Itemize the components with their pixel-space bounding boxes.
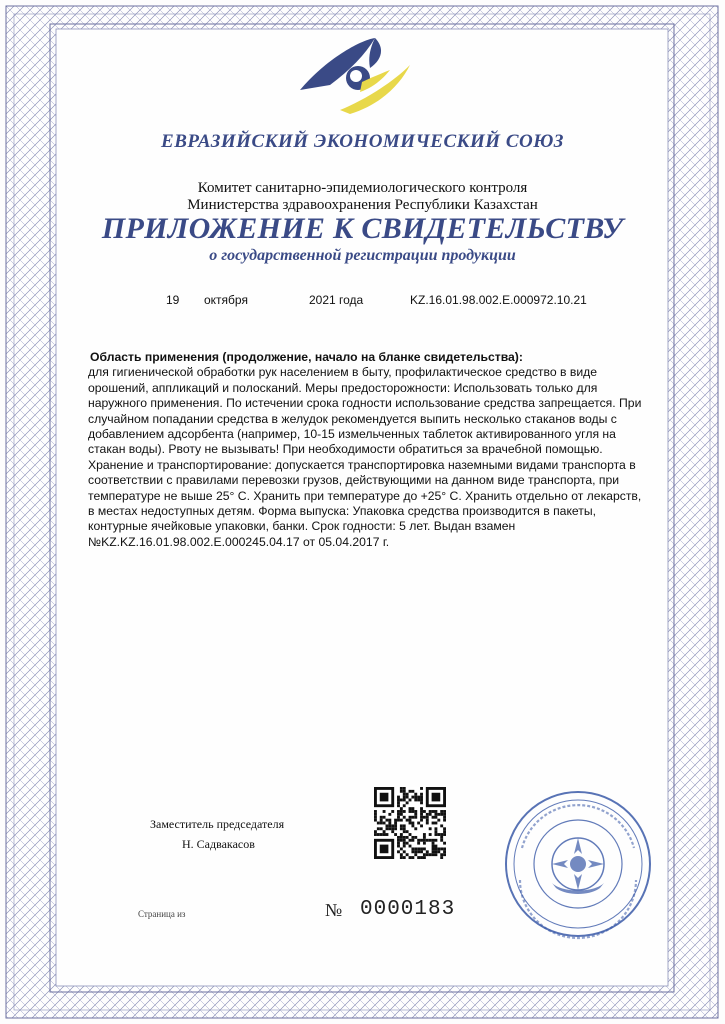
union-name: ЕВРАЗИЙСКИЙ ЭКОНОМИЧЕСКИЙ СОЮЗ	[161, 131, 564, 152]
scope-line: контурные ячейковые упаковки, банки. Срок годности: 5 лет. Выдан взамен	[88, 519, 516, 534]
scope-line: добавлением адсорбента (например, 10-15 измельченных таблеток активированного угля на	[88, 427, 616, 442]
signer-title: Заместитель председателя	[150, 817, 285, 831]
scope-heading: Область применения (продолжение, начало на бланке свидетельства):	[90, 350, 523, 364]
official-stamp	[502, 788, 654, 940]
scope-line: наружного применения. По истечении срока годности использование средства запрещается. При	[88, 396, 642, 411]
scope-line: соответствии с правилами перевозки грузов, действующими на данном виде транспорта, при	[88, 473, 620, 488]
registration-number: KZ.16.01.98.002.E.000972.10.21	[410, 293, 587, 307]
document-title: ПРИЛОЖЕНИЕ К СВИДЕТЕЛЬСТВУ	[101, 212, 624, 245]
serial-number: 0000183	[360, 898, 456, 921]
scope-line: стакан воды). Рвоту не вызывать! При необходимости обратиться за врачебной помощью.	[88, 442, 603, 457]
date-month: октября	[204, 293, 248, 307]
page-label: Страница из	[138, 909, 186, 919]
eaeu-logo	[290, 30, 420, 120]
scope-section	[88, 350, 648, 550]
scope-line: в местах недоступных детям. Форма выпуска: Упаковка средства производится в пакеты,	[88, 504, 597, 519]
date-day: 19	[166, 293, 180, 307]
scope-line: температуре не выше 25° С. Хранить при температуре до +25° С. Хранить отдельно от лекарств,	[88, 488, 642, 503]
scope-line: орошений, аппликаций и полосканий. Меры предосторожности: Использовать только для	[88, 380, 598, 395]
qr-code	[374, 787, 446, 859]
scope-line: Хранение и транспортирование: допускается транспортировка наземными видами транспорта в	[88, 457, 636, 472]
committee-line-2: Министерства здравоохранения Республики Казахстан	[187, 197, 538, 213]
number-sign: №	[325, 900, 343, 920]
committee-name	[0, 180, 725, 214]
date-year: 2021 года	[309, 293, 364, 307]
scope-line: случайном попадании средства в желудок рекомендуется выпить несколько стаканов воды с	[88, 411, 617, 426]
scope-line: №KZ.KZ.16.01.98.002.E.000245.04.17 от 05.04.2017 г.	[88, 534, 390, 549]
scope-line: для гигиенической обработки рук населением в быту, профилактическое средство в виде	[88, 365, 598, 380]
document-subtitle: о государственной регистрации продукции	[209, 247, 516, 264]
committee-line-1: Комитет санитарно-эпидемиологического контроля	[197, 180, 528, 196]
signer-name: Н. Садвакасов	[182, 837, 255, 851]
